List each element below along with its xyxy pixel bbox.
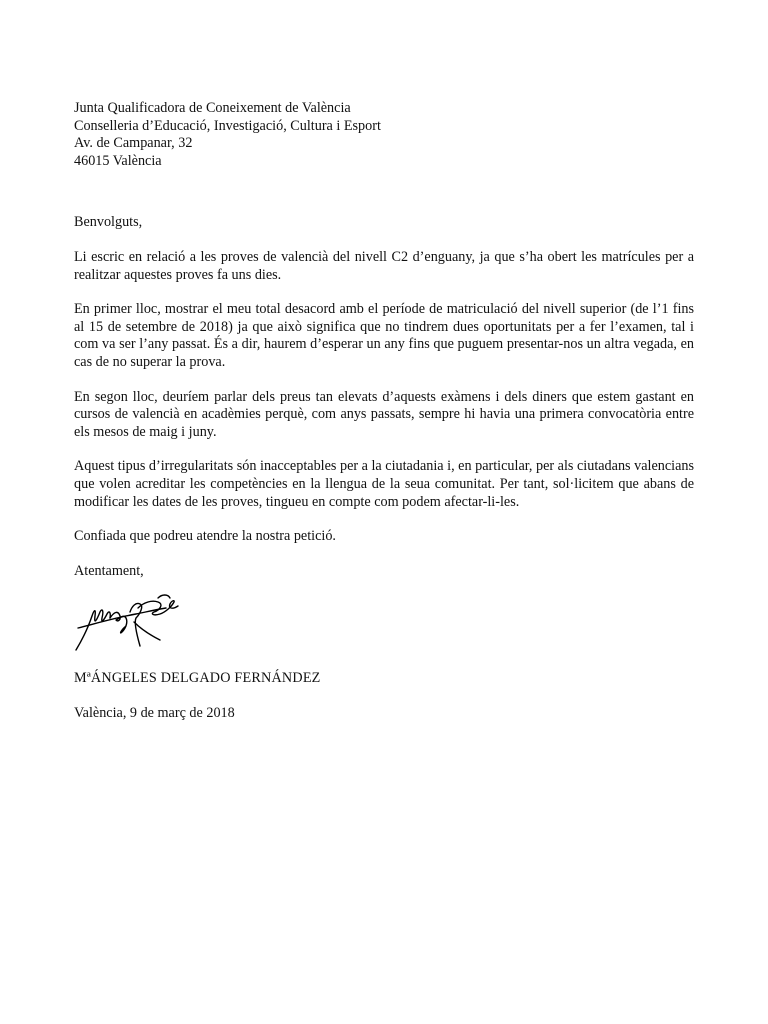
recipient-city: 46015 València [74,152,162,169]
paragraph-second-point: En segon lloc, deuríem parlar dels preus tan elevats d’aquests exàmens i dels diners que estem gastant en cursos de valencià en acadèmies perquè, com anys passats, sempre hi havia una primera convocatòria entre els mesos de maig i juny. [74,388,694,440]
greeting: Benvolguts, [74,214,143,231]
recipient-department: Conselleria d’Educació, Investigació, Cultura i Esport [74,117,381,134]
closing-line: Confiada que podreu atendre la nostra petició. [74,528,336,545]
signer-name: MªÁNGELES DELGADO FERNÁNDEZ [74,670,321,687]
letter-body [74,100,694,722]
recipient-address [74,100,694,170]
paragraph-first-point: En primer lloc, mostrar el meu total desacord amb el període de matriculació del nivell superior (de l’1 fins al 15 de setembre de 2018) ja que això significa que no tindrem dues oportunitats per a fer l’examen, tal i com va ser l’any passat. És a dir, haurem d’esperar un any fins que puguem presentar-nos un altra vegada, en cas de no superar la prova. [74,301,694,370]
paragraph-intro: Li escric en relació a les proves de valencià del nivell C2 d’enguany, ja que s’ha obert les matrícules per a realitzar aquestes proves fa uns dies. [74,248,694,283]
signoff: Atentament, [74,562,144,579]
paragraph-conclusion: Aquest tipus d’irregularitats són inacceptables per a la ciutadania i, en particular, per als ciutadans valencians que volen acreditar les competències en la llengua de la seua comunitat. Per tant, sol·licitem que abans de modificar les dates de les proves, tingueu en compte com podem afectar-li-les. [74,458,694,510]
handwritten-signature [74,588,184,654]
recipient-name: Junta Qualificadora de Coneixement de València [74,100,351,116]
recipient-street: Av. de Campanar, 32 [74,135,193,152]
place-and-date: València, 9 de març de 2018 [74,704,235,721]
